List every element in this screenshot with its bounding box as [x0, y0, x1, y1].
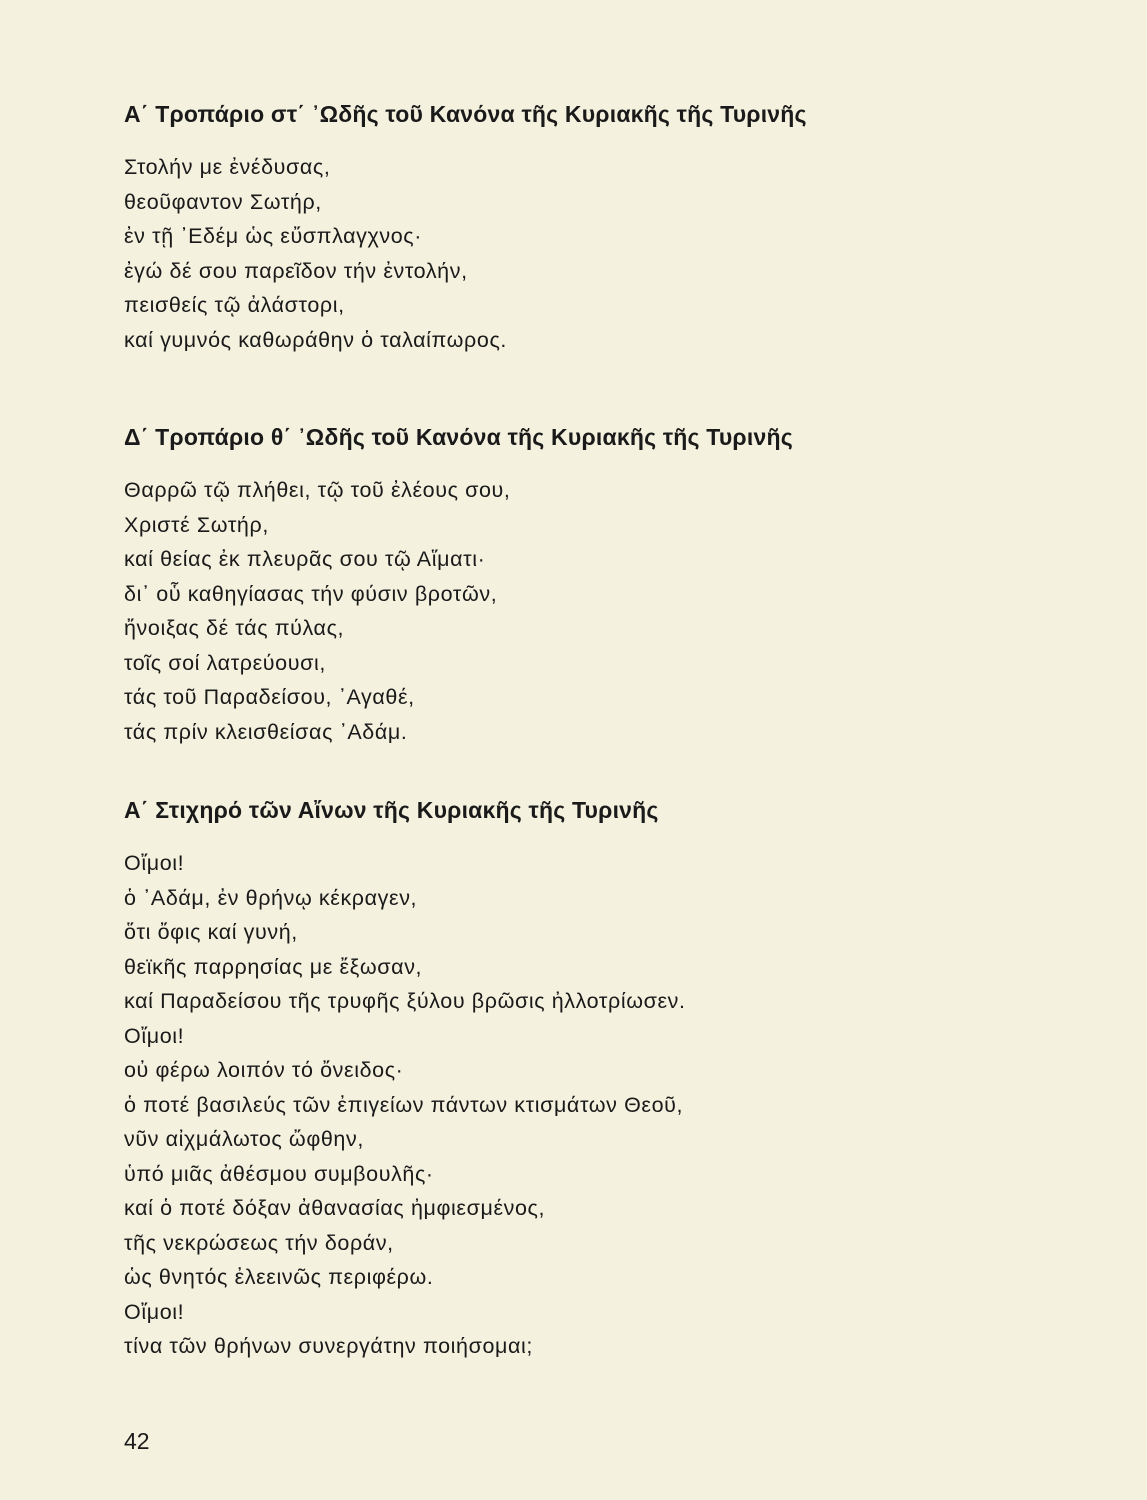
- verse-line: Οἴμοι!: [124, 1023, 185, 1048]
- verse-line: τάς τοῦ Παραδείσου, ᾿Αγαθέ,: [124, 685, 415, 709]
- verse-line: ἤνοιξας δέ τάς πύλας,: [124, 616, 345, 640]
- verse-line: πεισθείς τῷ ἀλάστορι,: [124, 293, 345, 317]
- verse-line: τάς πρίν κλεισθείσας ᾿Αδάμ.: [124, 719, 408, 744]
- verse-lines: [124, 473, 793, 749]
- verse-line: θεϊκῆς παρρησίας με ἔξωσαν,: [124, 954, 423, 979]
- verse-line: ὅτι ὄφις καί γυνή,: [124, 920, 298, 944]
- verse-line: τοῖς σοί λατρεύουσι,: [124, 650, 326, 675]
- verse-line: ὡς θνητός ἐλεεινῶς περιφέρω.: [124, 1265, 434, 1289]
- verse-line: ἐν τῇ ᾿Εδέμ ὡς εὔσπλαγχνος·: [124, 224, 423, 248]
- verse-line: καί Παραδείσου τῆς τρυφῆς ξύλου βρῶσις ἠλλοτρίωσεν.: [124, 989, 686, 1013]
- verse-line: θεοῦφαντον Σωτήρ,: [124, 189, 322, 214]
- verse-lines: [124, 150, 807, 357]
- section-sticheron: [124, 797, 686, 1364]
- verse-lines: [124, 846, 686, 1364]
- verse-line: Οἴμοι!: [124, 1299, 185, 1324]
- verse-line: οὐ φέρω λοιπόν τό ὄνειδος·: [124, 1058, 404, 1082]
- verse-line: Χριστέ Σωτήρ,: [124, 512, 269, 537]
- verse-line: ἐγώ δέ σου παρεῖδον τήν ἐντολήν,: [124, 258, 468, 283]
- verse-line: καί ὁ ποτέ δόξαν ἀθανασίας ἠμφιεσμένος,: [124, 1196, 546, 1220]
- section-heading: Δ΄ Τροπάριο θ΄ ᾿Ωδῆς τοῦ Κανόνα τῆς Κυριακῆς τῆς Τυρινῆς: [124, 424, 793, 450]
- verse-line: ὑπό μιᾶς ἀθέσμου συμβουλῆς·: [124, 1161, 434, 1186]
- section-troparion-a: [124, 101, 807, 357]
- verse-line: Θαρρῶ τῷ πλήθει, τῷ τοῦ ἐλέους σου,: [124, 478, 511, 502]
- verse-line: Στολήν με ἐνέδυσας,: [124, 155, 331, 179]
- section-troparion-d: [124, 424, 793, 749]
- verse-line: καί θείας ἐκ πλευρᾶς σου τῷ Αἵματι·: [124, 547, 486, 571]
- verse-line: τίνα τῶν θρήνων συνεργάτην ποιήσομαι;: [124, 1334, 533, 1358]
- verse-line: ὁ ποτέ βασιλεύς τῶν ἐπιγείων πάντων κτισμάτων Θεοῦ,: [124, 1092, 684, 1117]
- page-number: 42: [124, 1428, 150, 1454]
- verse-line: τῆς νεκρώσεως τήν δοράν,: [124, 1230, 394, 1255]
- verse-line: ὁ ᾿Αδάμ, ἐν θρήνῳ κέκραγεν,: [124, 885, 418, 910]
- verse-line: Οἴμοι!: [124, 851, 185, 875]
- verse-line: νῦν αἰχμάλωτος ὤφθην,: [124, 1127, 364, 1151]
- section-heading: Α΄ Τροπάριο στ΄ ᾿Ωδῆς τοῦ Κανόνα τῆς Κυριακῆς τῆς Τυρινῆς: [124, 101, 807, 127]
- section-heading: Α΄ Στιχηρό τῶν Αἴνων τῆς Κυριακῆς τῆς Τυρινῆς: [124, 797, 659, 823]
- verse-line: δι᾿ οὗ καθηγίασας τήν φύσιν βροτῶν,: [124, 581, 498, 606]
- verse-line: καί γυμνός καθωράθην ὁ ταλαίπωρος.: [124, 327, 507, 352]
